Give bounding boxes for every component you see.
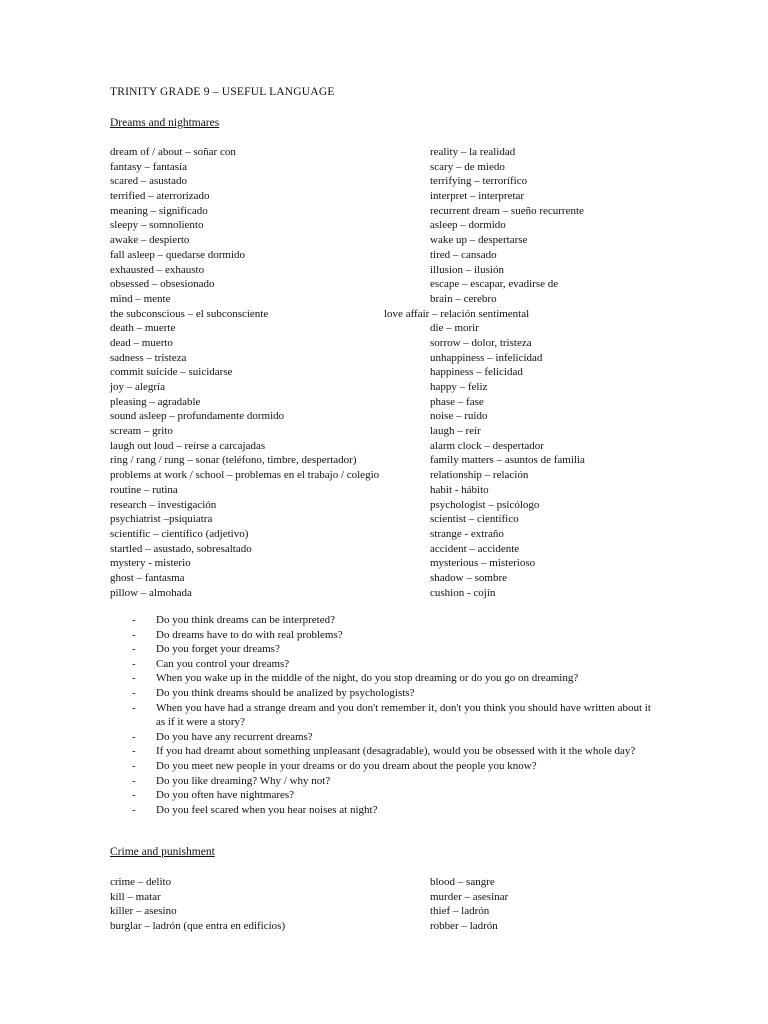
vocab-entry: murder – asesinar <box>430 890 509 903</box>
vocab-entry: mystery - misterio <box>110 557 191 570</box>
question-item <box>132 613 662 628</box>
vocab-entry: meaning – significado <box>110 204 208 217</box>
list-dash: - <box>132 745 136 758</box>
vocab-entry: happiness – felicidad <box>430 366 523 379</box>
list-dash: - <box>132 789 136 802</box>
vocab-entry: scream – grito <box>110 425 173 438</box>
list-dash: - <box>132 672 136 685</box>
question-item <box>132 701 662 730</box>
vocab-entry: laugh out loud – reírse a carcajadas <box>110 439 266 452</box>
vocab-entry: fantasy – fantasía <box>110 160 187 173</box>
vocab-entry: habit - hábito <box>430 483 489 496</box>
vocab-entry: illusion – ilusión <box>430 263 504 276</box>
question-text: When you wake up in the middle of the night, do you stop dreaming or do you go on dreaming? <box>156 672 579 685</box>
vocab-entry: love affair – relación sentimental <box>384 307 530 320</box>
page-title: TRINITY GRADE 9 – USEFUL LANGUAGE <box>110 86 335 98</box>
vocab-entry: die – morir <box>430 322 479 335</box>
vocab-entry: escape – escapar, evadirse de <box>430 278 559 291</box>
question-item <box>132 803 662 818</box>
vocab-entry: crime – delito <box>110 876 172 888</box>
vocab-entry: family matters – asuntos de familia <box>430 454 585 467</box>
vocab-entry: interpret – interpretar <box>430 190 525 203</box>
vocab-entry: phase – fase <box>430 395 484 408</box>
question-list <box>132 613 662 817</box>
list-dash: - <box>132 614 136 626</box>
vocab-entry: exhausted – exhausto <box>110 263 205 276</box>
vocab-entry: cushion - cojín <box>430 586 496 599</box>
question-item <box>132 774 662 789</box>
list-dash: - <box>132 686 136 699</box>
section-heading-crime: Crime and punishment <box>110 846 215 858</box>
vocab-entry: wake up – despertarse <box>430 234 528 247</box>
vocab-entry: laugh – reír <box>430 425 481 438</box>
vocab-entry: psychiatrist –psiquiatra <box>110 513 213 526</box>
list-dash: - <box>132 628 136 641</box>
question-item <box>132 744 662 759</box>
list-dash: - <box>132 759 136 772</box>
vocab-entry: awake – despierto <box>110 234 190 247</box>
list-dash: - <box>132 643 136 656</box>
question-item <box>132 759 662 774</box>
question-text: Do you have any recurrent dreams? <box>156 730 313 743</box>
vocab-entry: terrifying – terrorífico <box>430 175 528 188</box>
question-item <box>132 788 662 803</box>
vocab-entry: sleepy – somnoliento <box>110 219 204 232</box>
vocab-column-left <box>110 145 379 600</box>
question-text: When you have had a strange dream and you don't remember it, don't you think you should have written about it as if it were a story? <box>156 701 651 729</box>
section-heading-dreams: Dreams and nightmares <box>110 117 220 129</box>
vocab-entry: scientific – científico (adjetivo) <box>110 527 249 540</box>
vocab-entry: pleasing – agradable <box>110 395 201 408</box>
vocab-entry: the subconscious – el subconsciente <box>110 307 269 320</box>
vocab-entry: shadow – sombre <box>430 571 507 584</box>
crime-vocab-column-left <box>110 875 285 934</box>
vocab-entry: obsessed – obsesionado <box>110 278 215 291</box>
vocab-entry: problems at work / school – problemas en el trabajo / colegio <box>110 469 380 482</box>
vocab-entry: relationship – relación <box>430 469 529 482</box>
vocab-entry: sorrow – dolor, tristeza <box>430 336 532 349</box>
vocab-entry: research – investigación <box>110 498 217 511</box>
vocab-entry: ghost – fantasma <box>110 571 185 584</box>
question-text: Do you often have nightmares? <box>156 789 295 802</box>
vocab-entry: recurrent dream – sueño recurrente <box>430 204 584 217</box>
vocab-entry: brain – cerebro <box>430 292 497 305</box>
vocab-entry: scared – asustado <box>110 175 187 188</box>
vocab-entry: mysterious – misterioso <box>430 557 536 570</box>
question-text: Do you forget your dreams? <box>156 643 280 656</box>
vocab-entry: ring / rang / rung – sonar (teléfono, timbre, despertador) <box>110 454 357 467</box>
vocab-entry: strange - extraño <box>430 527 504 540</box>
vocab-entry: scary – de miedo <box>430 160 505 173</box>
vocab-entry: joy – alegría <box>110 381 165 393</box>
list-dash: - <box>132 657 136 670</box>
question-text: Do dreams have to do with real problems? <box>156 628 343 641</box>
list-dash: - <box>132 730 136 743</box>
vocab-entry: accident – accidente <box>430 542 520 555</box>
question-text: Do you like dreaming? Why / why not? <box>156 774 331 787</box>
question-text: Do you feel scared when you hear noises at night? <box>156 803 378 816</box>
vocab-entry: burglar – ladrón (que entra en edificios) <box>110 920 286 933</box>
vocab-entry: fall asleep – quedarse dormido <box>110 248 246 261</box>
vocab-entry: pillow – almohada <box>110 586 192 599</box>
vocab-entry: sound asleep – profundamente dormido <box>110 410 285 423</box>
vocab-entry: killer – asesino <box>110 905 177 918</box>
vocab-entry: unhappiness – infelicidad <box>430 351 543 364</box>
vocab-entry: alarm clock – despertador <box>430 439 544 452</box>
vocab-entry: blood – sangre <box>430 876 495 888</box>
vocab-entry: thief – ladrón <box>430 905 490 918</box>
list-dash: - <box>132 774 136 787</box>
vocab-entry: reality – la realidad <box>430 146 516 158</box>
question-text: If you had dreamt about something unpleasant (desagradable), would you be obsessed with it the whole day? <box>156 745 636 758</box>
question-item <box>132 671 662 686</box>
question-text: Do you think dreams can be interpreted? <box>156 614 335 626</box>
question-item <box>132 642 662 657</box>
list-dash: - <box>132 701 136 714</box>
crime-vocab-column-right <box>430 875 508 934</box>
vocab-entry: mind – mente <box>110 292 171 305</box>
vocab-entry: tired – cansado <box>430 248 497 261</box>
vocab-entry: happy – feliz <box>430 381 488 393</box>
question-text: Do you think dreams should be analized by psychologists? <box>156 686 415 699</box>
vocab-column-right <box>384 145 585 600</box>
vocab-entry: psychologist – psicólogo <box>430 498 540 511</box>
vocab-entry: sadness – tristeza <box>110 351 187 364</box>
vocab-entry: terrified – aterrorizado <box>110 190 210 203</box>
vocab-entry: death – muerte <box>110 322 176 335</box>
list-dash: - <box>132 803 136 816</box>
question-text: Do you meet new people in your dreams or do you dream about the people you know? <box>156 759 537 772</box>
vocab-entry: noise – ruido <box>430 410 488 423</box>
question-text: Can you control your dreams? <box>156 657 290 670</box>
vocab-entry: asleep – dormido <box>430 219 506 232</box>
question-item <box>132 657 662 672</box>
vocab-entry: routine – rutina <box>110 483 178 496</box>
vocab-entry: dead – muerto <box>110 336 173 349</box>
vocab-entry: scientist – científico <box>430 513 519 526</box>
vocab-entry: kill – matar <box>110 890 161 903</box>
vocab-entry: robber – ladrón <box>430 920 498 933</box>
question-item <box>132 730 662 745</box>
vocab-entry: dream of / about – soñar con <box>110 146 236 158</box>
question-item <box>132 628 662 643</box>
question-item <box>132 686 662 701</box>
vocab-entry: commit suicide – suicidarse <box>110 366 233 379</box>
vocab-entry: startled – asustado, sobresaltado <box>110 542 252 555</box>
